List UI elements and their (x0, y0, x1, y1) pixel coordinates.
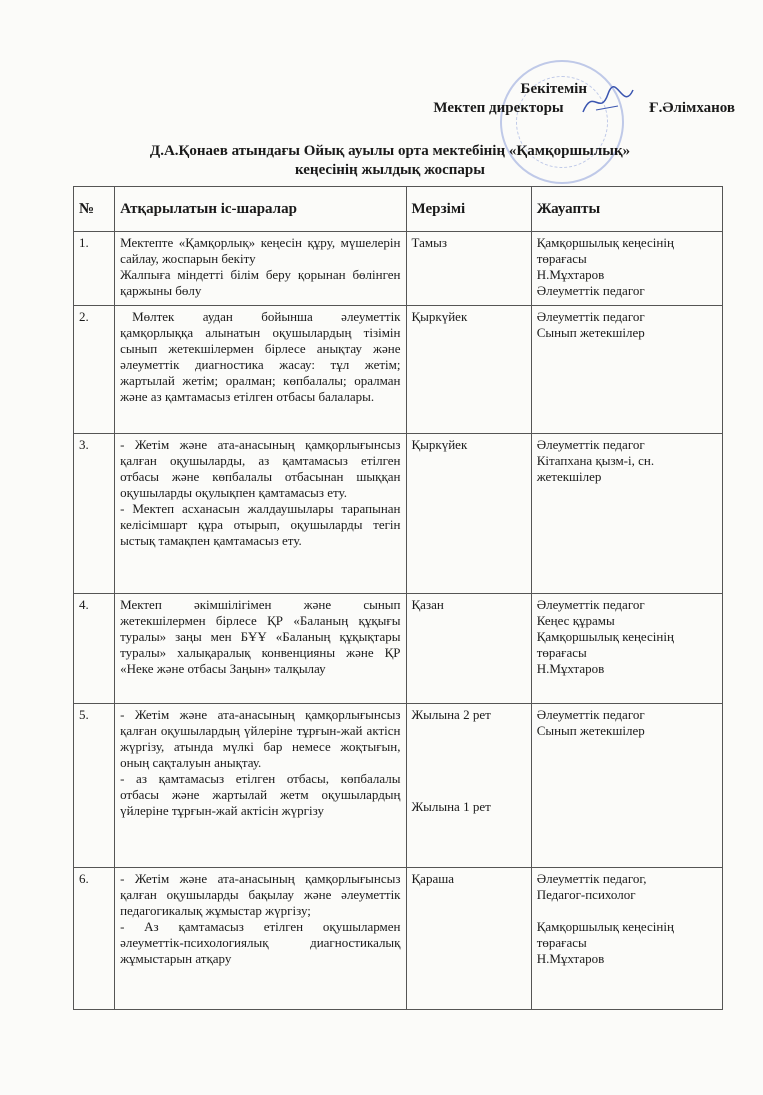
responsible-line: Қамқоршылық кеңесінің төрағасы (536, 235, 674, 266)
approval-heading: Бекітемін (520, 81, 587, 97)
row-number: 2. (74, 306, 115, 434)
activity-line: Мектеп әкімшілігімен және сынып жетекшілермен бірлесе ҚР «Баланың құқығы туралы» заңы мен БҰҰ «Баланың құқықтары туралы» халықаралық конвенцияны және ҚР «Неке және отбасы Заңын» талқылау (120, 597, 401, 676)
approval-name: Ғ.Әлімханов (649, 100, 735, 116)
document-title-line2: кеңесінің жылдық жоспары (295, 162, 485, 178)
row-number: 5. (74, 704, 115, 868)
row-number: 3. (74, 434, 115, 594)
table-row (74, 232, 723, 306)
table-row (74, 704, 723, 868)
activity-line: - Жетім және ата-анасының қамқорлығынсыз қалған оқушыларды бақылау және әлеуметтік педагогикалық жұмыстар жүргізу; (120, 871, 401, 918)
activity-line: - Жетім және ата-анасының қамқорлығынсыз қалған оқушылардың үйлеріне тұрғын-жай актісн жүргізу, атында мүлкі бар немесе жоқтығын, оның сақталуын анықтау. (120, 707, 401, 770)
responsible-line: Қамқоршылық кеңесінің төрағасы (536, 919, 674, 950)
responsible-line: Н.Мұхтаров (536, 951, 605, 966)
row-term: Қазан (406, 594, 531, 704)
row-activity (115, 594, 406, 704)
row-term: Қараша (406, 868, 531, 1010)
term-line: Жылына 1 рет (411, 799, 491, 814)
table-row (74, 306, 723, 434)
activity-line: - аз қамтамасыз етілген отбасы, көпбалалы отбасы және жартылай жетм оқушылардың үйлеріне тұрғын-жай актісін жүргізу (120, 771, 401, 818)
row-term: Тамыз (406, 232, 531, 306)
row-responsible (531, 704, 722, 868)
responsible-line: Әлеуметтік педагог (536, 437, 645, 452)
approval-block (433, 80, 735, 118)
responsible-line: Әлеуметтік педагог (536, 707, 645, 722)
header-responsible: Жауапты (531, 187, 722, 232)
activity-line: - Жетім және ата-анасының қамқорлығынсыз қалған оқушыларды, аз қамтамасыз етілген отбасы және көпбалалы отбасынан шыққан оқушыларды оқулықпен қамтамасыз ету. (120, 437, 401, 500)
row-activity (115, 868, 406, 1010)
activity-line: Мөлтек аудан бойынша әлеуметтік қамқорлыққа алынатын оқушылардың тізімін сынып жетекшілермен бірлесе анықтау және әлеуметтік диагностика жасау: тұл жетім; жартылай жетім; оралман; көпбалалы; оралман және аз қамтамасыз етілген отбасы балалары. (120, 309, 401, 404)
row-term (406, 704, 531, 868)
row-term: Қыркүйек (406, 434, 531, 594)
responsible-line: Н.Мұхтаров (536, 267, 605, 282)
header-activity: Атқарылатын іс-шаралар (115, 187, 406, 232)
row-activity (115, 704, 406, 868)
activity-line: - Мектеп асханасын жалдаушылары тарапынан келісімшарт құра отырып, оқушыларды тегін ыстық тамақпен қамтамасыз ету. (120, 501, 401, 548)
row-activity (115, 306, 406, 434)
header-term: Мерзімі (406, 187, 531, 232)
responsible-line: Әлеуметтік педагог (536, 309, 645, 324)
row-responsible (531, 434, 722, 594)
plan-table (73, 186, 723, 1010)
row-number: 4. (74, 594, 115, 704)
activity-line: Мектепте «Қамқорлық» кеңесін құру, мүшелерін сайлау, жоспарын бекіту (120, 235, 401, 266)
responsible-line: Қамқоршылық кеңесінің төрағасы (536, 629, 674, 660)
approval-position: Мектеп директоры (433, 100, 564, 116)
row-responsible (531, 868, 722, 1010)
row-number: 1. (74, 232, 115, 306)
document-title-line1: Д.А.Қонаев атындағы Ойық ауылы орта мектебінің «Қамқоршылық» (149, 143, 631, 159)
row-number: 6. (74, 868, 115, 1010)
term-line: Жылына 2 рет (411, 707, 491, 722)
responsible-line: Сынып жетекшілер (536, 723, 645, 738)
header-number: № (74, 187, 115, 232)
row-term: Қыркүйек (406, 306, 531, 434)
responsible-line: Сынып жетекшілер (536, 325, 645, 340)
table-header-row (74, 187, 723, 232)
document-title (60, 142, 720, 180)
responsible-line: Әлеуметтік педагог, (536, 871, 647, 886)
table-row (74, 434, 723, 594)
responsible-line: Н.Мұхтаров (536, 661, 605, 676)
row-activity (115, 232, 406, 306)
responsible-line: Педагог-психолог (536, 887, 636, 902)
responsible-line: Әлеуметтік педагог (536, 283, 645, 298)
table-row (74, 868, 723, 1010)
responsible-line: Әлеуметтік педагог (536, 597, 645, 612)
responsible-line: Кеңес құрамы (536, 613, 615, 628)
responsible-line: Кітапхана қызм-і, сн. жетекшілер (536, 453, 655, 484)
table-row (74, 594, 723, 704)
row-responsible (531, 594, 722, 704)
row-responsible (531, 306, 722, 434)
row-responsible (531, 232, 722, 306)
activity-line: Жалпыға міндетті білім беру қорынан бөлінген қаржыны бөлу (120, 267, 401, 298)
activity-line: - Аз қамтамасыз етілген оқушылармен әлеуметтік-психологиялық диагностикалық жұмыстарын атқару (120, 919, 401, 966)
row-activity (115, 434, 406, 594)
